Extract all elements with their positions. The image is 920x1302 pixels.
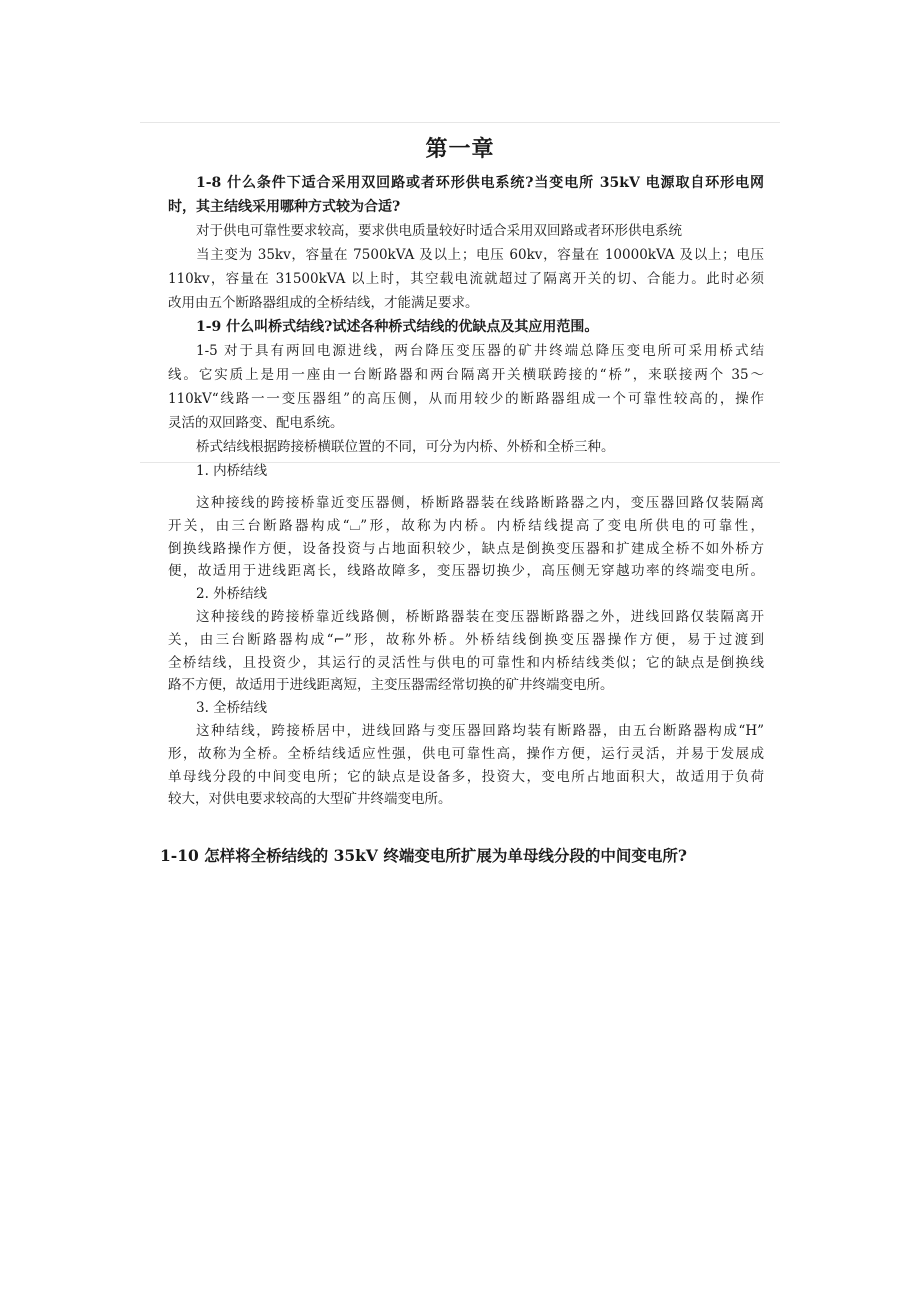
outer-bridge-line-2: 关，由三台断路器构成“⌐”形，故称外桥。外桥结线倒换变压器操作方便，易于过渡到 <box>168 631 764 648</box>
answer-1-9-line-4: 灵活的双回路变、配电系统。 <box>168 415 344 431</box>
item-1-heading: 1. 内桥结线 <box>196 463 268 479</box>
full-bridge-line-2: 形，故称为全桥。全桥结线适应性强，供电可靠性高，操作方便，运行灵活，并易于发展成 <box>168 745 764 762</box>
middle-divider <box>140 462 780 463</box>
inner-bridge-line-4: 便，故适用于进线距离长，线路故障多，变压器切换少，高压侧无穿越功率的终端变电所。 <box>168 563 764 580</box>
section-1 <box>168 171 764 483</box>
full-bridge-line-4: 较大，对供电要求较高的大型矿井终端变电所。 <box>168 791 452 808</box>
inner-bridge-line-1: 这种接线的跨接桥靠近变压器侧，桥断路器装在线路断路器之内，变压器回路仅装隔离 <box>196 495 764 511</box>
question-1-8-line-1: 1-8 什么条件下适合采用双回路或者环形供电系统?当变电所 35kV 电源取自环形电网 <box>196 175 764 191</box>
full-bridge-line-1: 这种结线，跨接桥居中，进线回路与变压器回路均装有断路器，由五台断路器构成“H” <box>196 722 764 739</box>
answer-1-8-line-2: 当主变为 35kv，容量在 7500kVA 及以上；电压 60kv，容量在 10000kVA 及以上；电压 <box>196 247 764 263</box>
inner-bridge-line-3: 倒换线路操作方便，设备投资与占地面积较少，缺点是倒换变压器和扩建成全桥不如外桥方 <box>168 540 764 557</box>
chapter-title: 第一章 <box>425 136 495 162</box>
answer-1-9-line-5: 桥式结线根据跨接桥横联位置的不同，可分为内桥、外桥和全桥三种。 <box>196 439 615 455</box>
full-bridge-line-3: 单母线分段的中间变电所；它的缺点是设备多，投资大，变电所占地面积大，故适用于负荷 <box>168 768 764 785</box>
question-1-10: 1-10 怎样将全桥结线的 35kV 终端变电所扩展为单母线分段的中间变电所? <box>160 846 687 865</box>
answer-1-9-line-3: 110kV“线路一一变压器组”的高压侧，从而用较少的断路器组成一个可靠性较高的，操作 <box>168 391 764 407</box>
outer-bridge-line-3: 全桥结线，且投资少，其运行的灵活性与供电的可靠性和内桥结线类似；它的缺点是倒换线 <box>168 654 764 671</box>
section-2 <box>168 492 764 811</box>
outer-bridge-line-1: 这种接线的跨接桥靠近线路侧，桥断路器装在变压器断路器之外，进线回路仅装隔离开 <box>196 608 764 625</box>
item-3-heading: 3. 全桥结线 <box>196 700 268 717</box>
answer-1-8-line-1: 对于供电可靠性要求较高，要求供电质量较好时适合采用双回路或者环形供电系统 <box>196 223 682 239</box>
question-1-8-line-2: 时，其主结线采用哪种方式较为合适? <box>168 199 401 215</box>
top-divider <box>140 122 780 123</box>
answer-1-8-line-3: 110kv，容量在 31500kVA 以上时，其空载电流就超过了隔离开关的切、合能力。此时必须 <box>168 271 764 287</box>
answer-1-8-line-4: 改用由五个断路器组成的全桥结线，才能满足要求。 <box>168 295 479 311</box>
outer-bridge-line-4: 路不方便，故适用于进线距离短，主变压器需经常切换的矿井终端变电所。 <box>168 677 614 694</box>
answer-1-9-line-2: 线。它实质上是用一座由一台断路器和两台隔离开关横联跨接的“桥”，来联接两个 35～ <box>168 367 764 383</box>
inner-bridge-line-2: 开关，由三台断路器构成“⌴”形，故称为内桥。内桥结线提高了变电所供电的可靠性， <box>168 517 764 534</box>
item-2-heading: 2. 外桥结线 <box>196 586 268 603</box>
question-1-9: 1-9 什么叫桥式结线?试述各种桥式结线的优缺点及其应用范围。 <box>196 319 599 335</box>
answer-1-9-line-1: 1-5 对于具有两回电源进线，两台降压变压器的矿井终端总降压变电所可采用桥式结 <box>196 343 764 359</box>
